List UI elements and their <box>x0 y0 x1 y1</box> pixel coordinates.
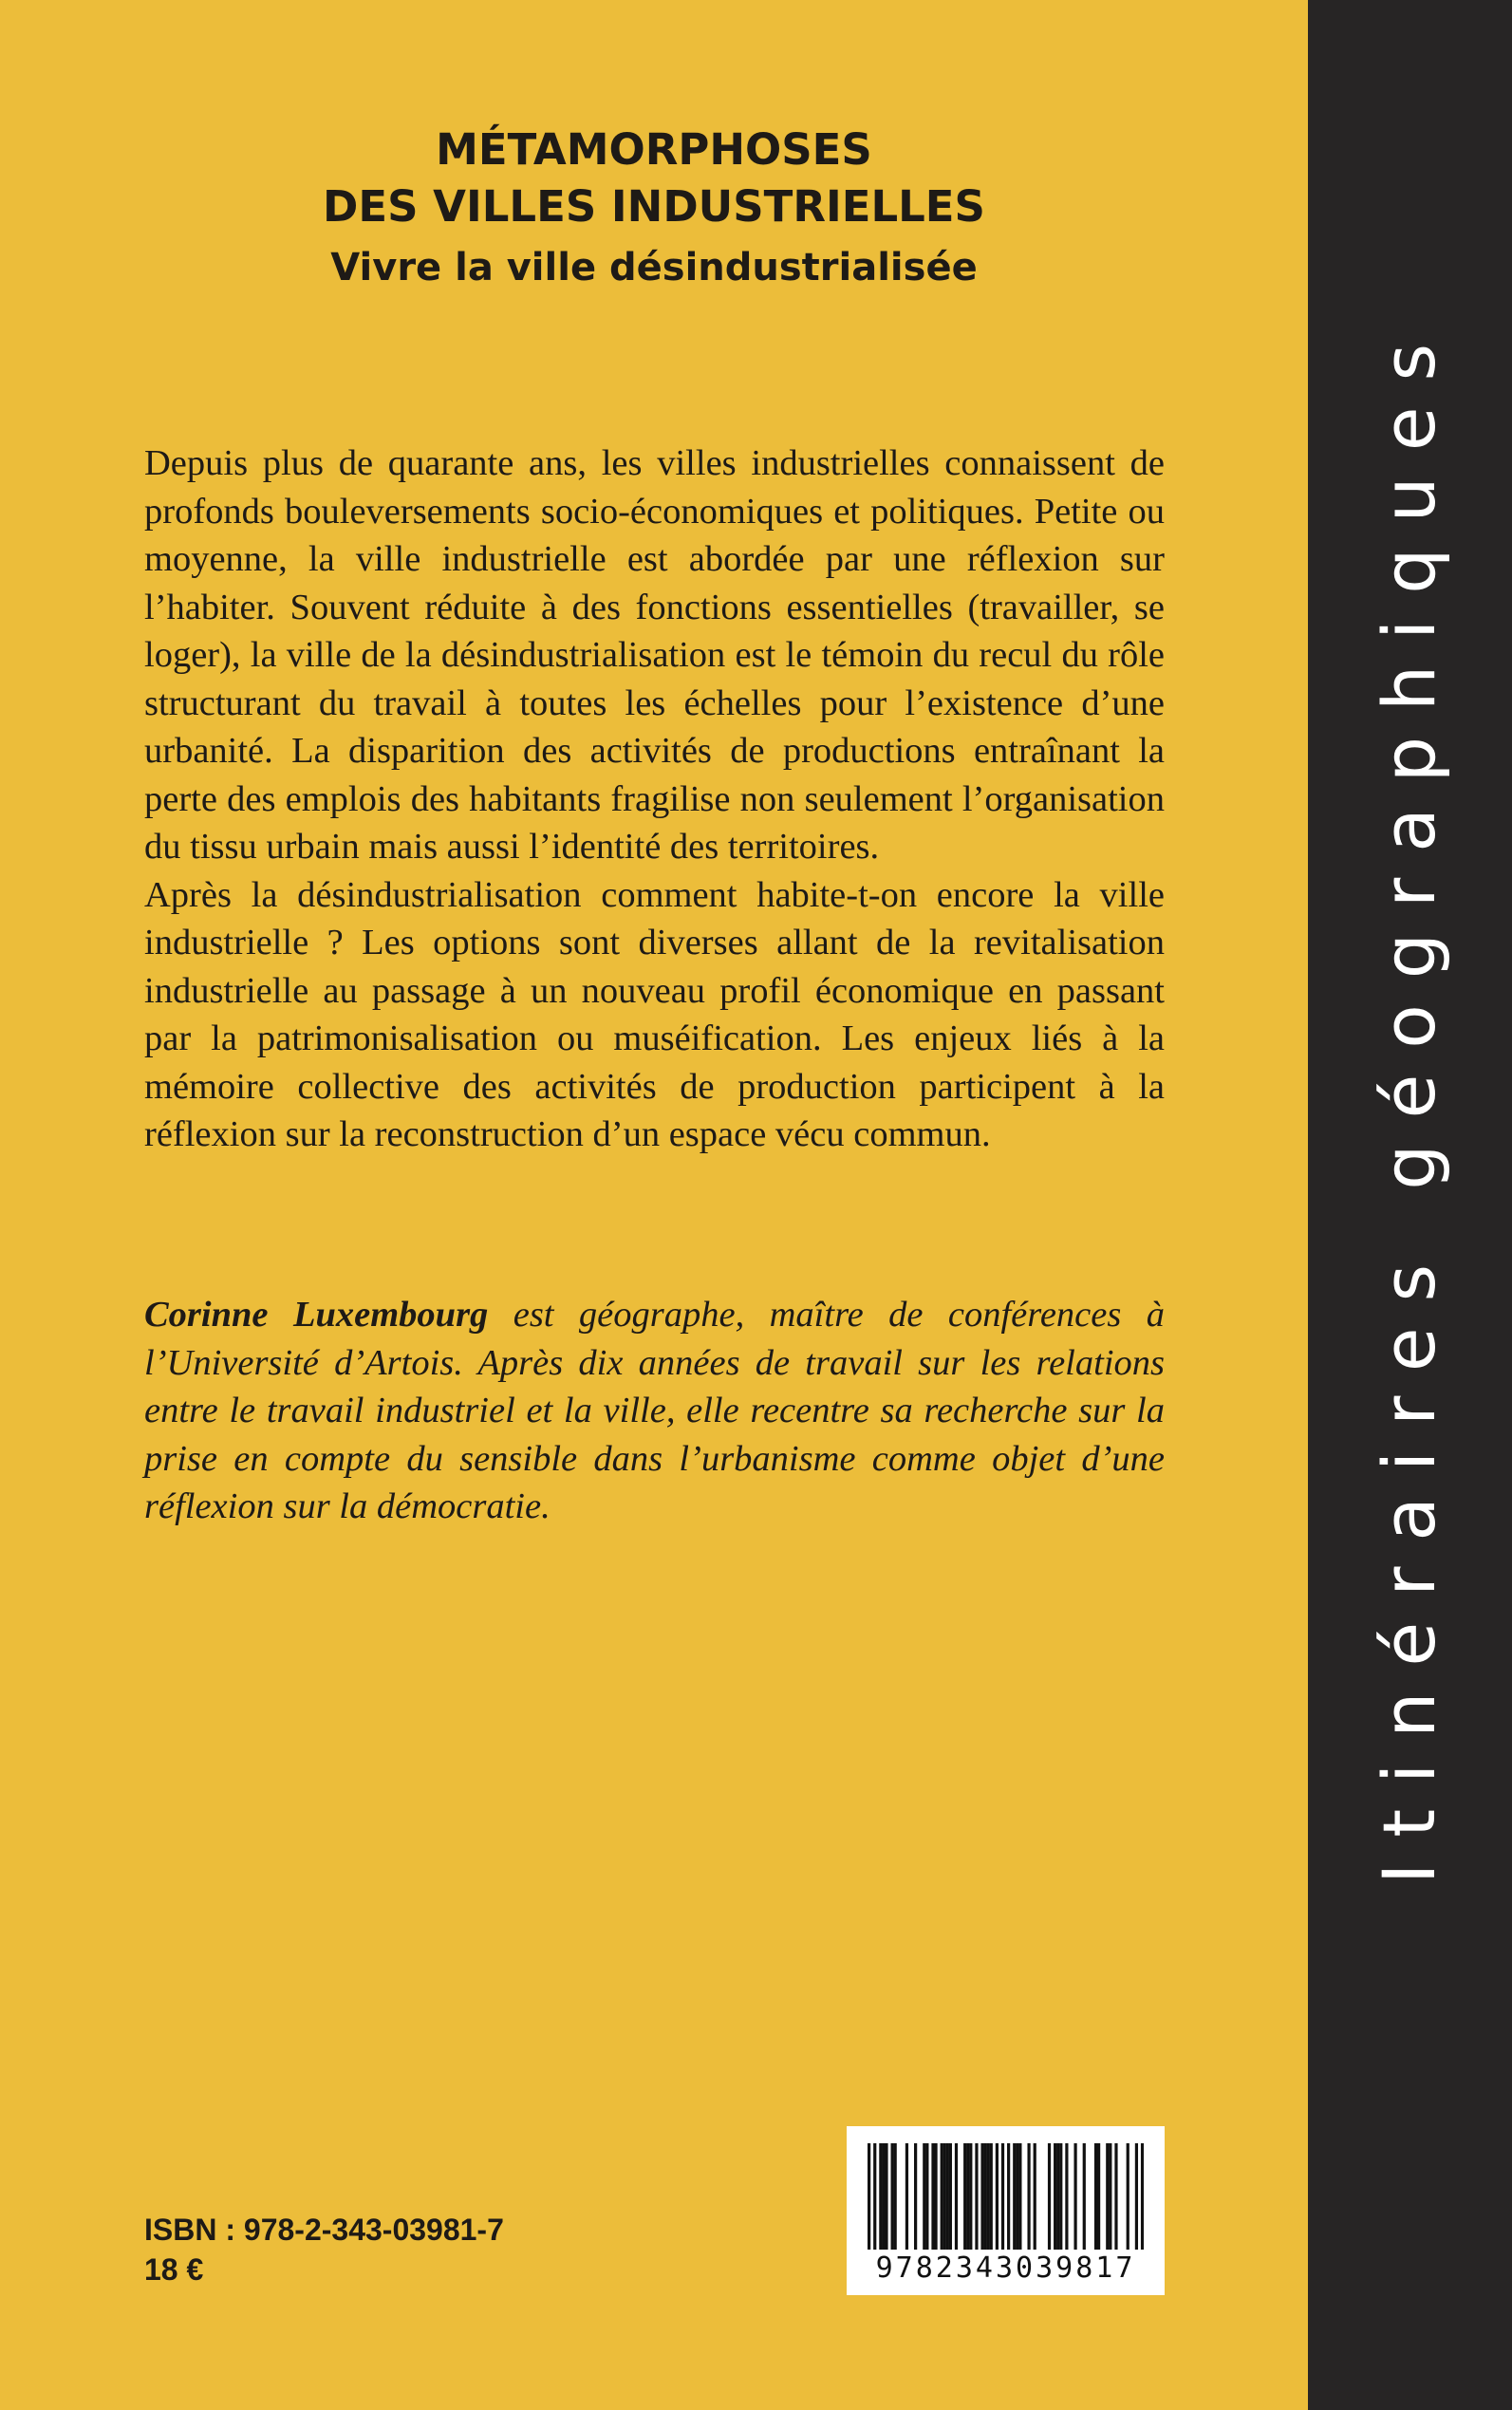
barcode-bar <box>1001 2143 1004 2250</box>
barcode-bar <box>1013 2143 1016 2250</box>
author-bio <box>144 1291 1165 1531</box>
barcode-bar <box>923 2143 925 2250</box>
barcode-bars <box>868 2143 1144 2250</box>
barcode-bar <box>882 2143 885 2250</box>
barcode-bar <box>966 2143 969 2250</box>
isbn: ISBN : 978-2-343-03981-7 <box>144 2213 504 2247</box>
barcode-bar <box>1048 2143 1051 2250</box>
author-bio-text: est géographe, maître de conférences à l’Université d’Artois. Après dix années de travail sur les relations entre le travail industriel et la ville, elle recentre sa recherche sur la prise en compte du sensible dans l’urbanisme comme objet d’une réflexion sur la démocratie. <box>144 1295 1165 1526</box>
barcode-bar <box>1109 2143 1111 2250</box>
barcode-bar <box>943 2143 946 2250</box>
barcode-bar <box>990 2143 993 2250</box>
barcode-bar <box>1018 2143 1021 2250</box>
barcode-bar <box>925 2143 928 2250</box>
barcode-bar <box>1016 2143 1018 2250</box>
barcode-bar <box>1127 2143 1129 2250</box>
barcode-digits: 9782343039817 <box>875 2251 1136 2285</box>
barcode-bar <box>931 2143 934 2250</box>
barcode-bar <box>1097 2143 1100 2250</box>
barcode-bar <box>868 2143 870 2250</box>
barcode-bar <box>963 2143 966 2250</box>
author-name: Corinne Luxembourg <box>144 1295 489 1335</box>
isbn-price-block <box>144 2210 504 2289</box>
barcode-bar <box>975 2143 978 2250</box>
barcode-bar <box>949 2143 952 2250</box>
barcode-bar <box>1135 2143 1138 2250</box>
title-line-1: MÉTAMORPHOSES <box>436 124 872 175</box>
barcode-bar <box>969 2143 972 2250</box>
barcode <box>847 2126 1165 2295</box>
blurb-paragraph-1: Depuis plus de quarante ans, les villes industrielles connaissent de profonds bouleversements socio-économiques et politiques. Petite ou moyenne, la ville industrielle est abordée par une réflexion sur l’habiter. Souvent réduite à des fonctions essentielles (travailler, se loger), la ville de la désindustrialisation est le témoin du recul du rôle structurant du travail à toutes les échelles pour l’existence d’une urbanité. La disparition des activités de productions entraînant la perte des emplois des habitants fragilise non seulement l’organisation du tissu urbain mais aussi l’identité des territoires. <box>144 443 1165 867</box>
barcode-bar <box>1083 2143 1086 2250</box>
barcode-bar <box>1007 2143 1010 2250</box>
barcode-bar <box>1141 2143 1144 2250</box>
barcode-bar <box>1027 2143 1030 2250</box>
price: 18 € <box>144 2252 204 2287</box>
collection-name: Itinéraires géographiques <box>1367 317 1451 1885</box>
barcode-bar <box>984 2143 987 2250</box>
barcode-bar <box>1065 2143 1068 2250</box>
barcode-bar <box>1106 2143 1109 2250</box>
title-block <box>0 121 1308 296</box>
barcode-bar <box>980 2143 983 2250</box>
subtitle: Vivre la ville désindustrialisée <box>330 246 978 290</box>
barcode-bar <box>1114 2143 1117 2250</box>
barcode-bar <box>1073 2143 1076 2250</box>
barcode-bar <box>891 2143 894 2250</box>
barcode-bar <box>1056 2143 1059 2250</box>
barcode-bar <box>987 2143 990 2250</box>
barcode-bar <box>955 2143 958 2250</box>
barcode-bar <box>879 2143 882 2250</box>
barcode-bar <box>946 2143 949 2250</box>
barcode-bar <box>934 2143 937 2250</box>
barcode-bar <box>873 2143 876 2250</box>
barcode-bar <box>914 2143 917 2250</box>
barcode-bar <box>996 2143 999 2250</box>
barcode-bar <box>885 2143 887 2250</box>
barcode-bar <box>941 2143 943 2250</box>
barcode-bar <box>1054 2143 1056 2250</box>
title-line-2: DES VILLES INDUSTRIELLES <box>323 181 985 232</box>
blurb <box>144 439 1165 1159</box>
barcode-bar <box>905 2143 908 2250</box>
barcode-bar <box>1094 2143 1097 2250</box>
barcode-bar <box>894 2143 897 2250</box>
blurb-paragraph-2: Après la désindustrialisation comment habite-t-on encore la ville industrielle ? Les options sont diverses allant de la revitalisation industrielle au passage à un nouveau profil économique en passant par la patrimonisalisation ou muséification. Les enjeux liés à la mémoire collective des activités de production participent à la réflexion sur la reconstruction d’un espace vécu commun. <box>144 874 1165 1154</box>
barcode-bar <box>1059 2143 1062 2250</box>
barcode-bar <box>1034 2143 1036 2250</box>
